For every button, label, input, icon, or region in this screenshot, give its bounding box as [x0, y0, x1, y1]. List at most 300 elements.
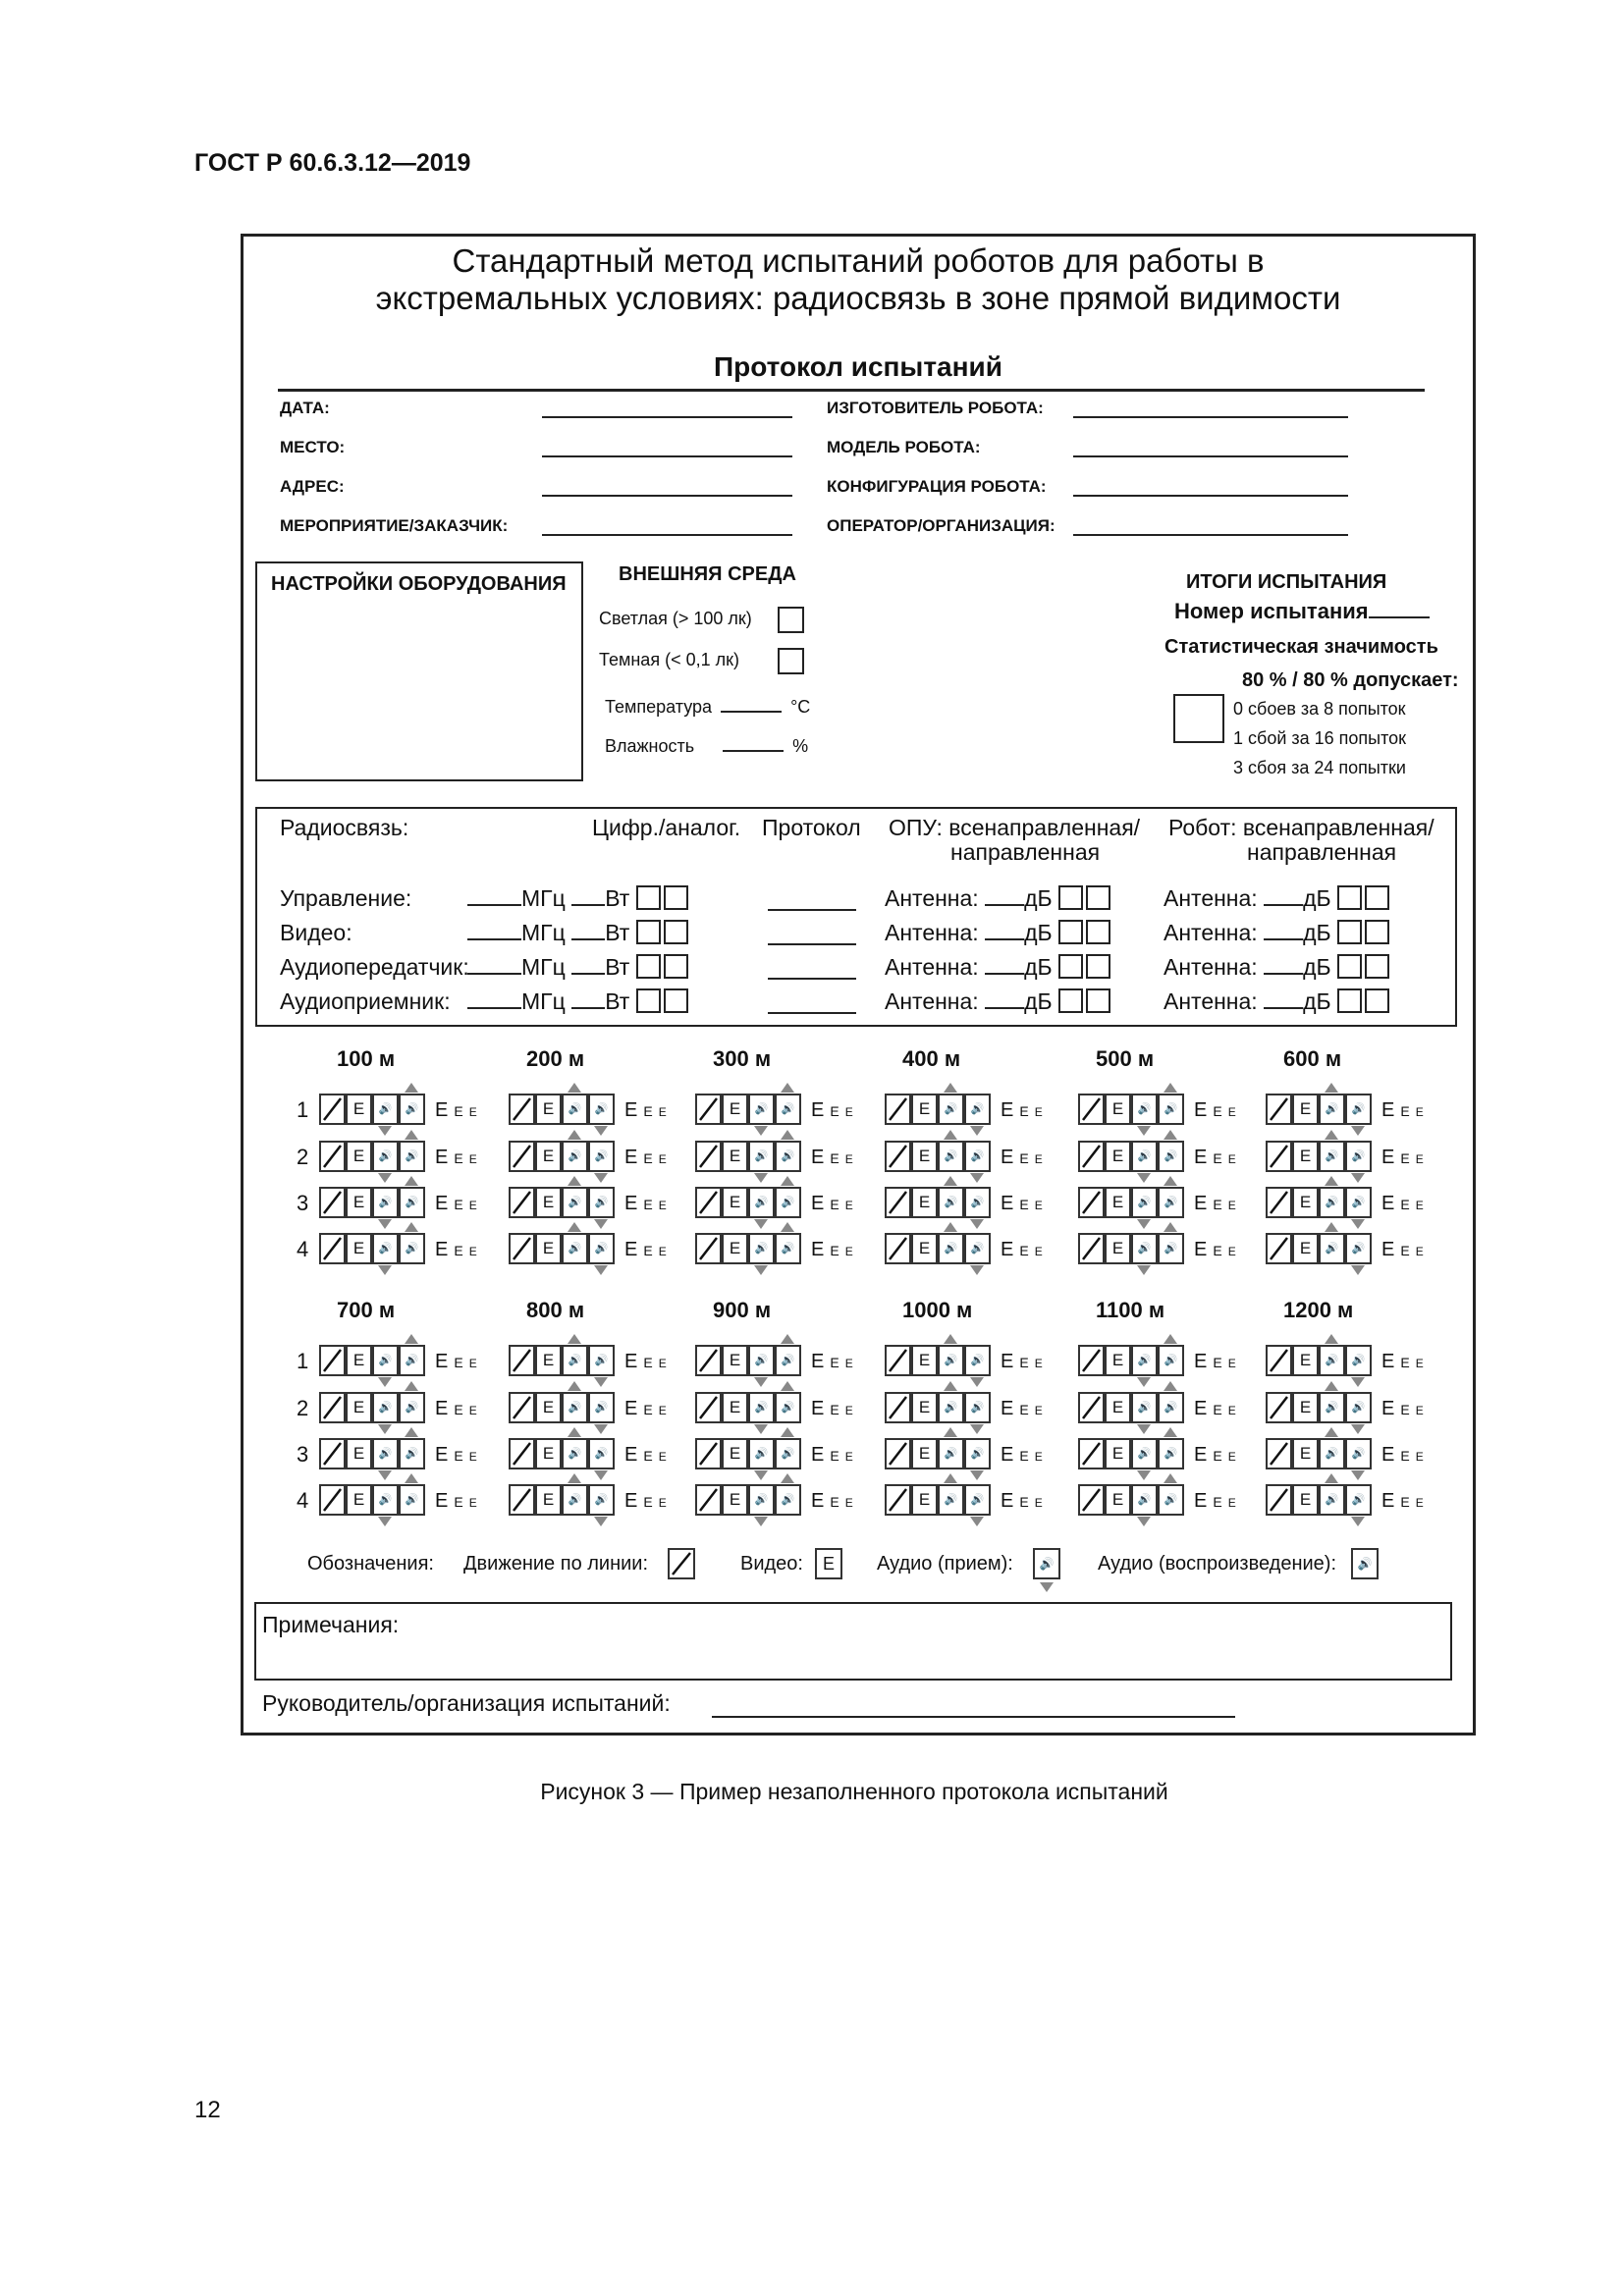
speaker-icon[interactable]: 🔊: [748, 1233, 775, 1264]
speaker-icon[interactable]: 🔊: [964, 1484, 991, 1516]
speaker-icon[interactable]: 🔊: [372, 1094, 399, 1125]
opu-omni-checkbox[interactable]: [1058, 885, 1083, 910]
test-cell[interactable]: [509, 1187, 667, 1218]
video-box[interactable]: E: [1105, 1187, 1131, 1218]
line-movement-box[interactable]: [509, 1484, 535, 1516]
speaker-icon[interactable]: 🔊: [775, 1187, 801, 1218]
line-movement-box[interactable]: [509, 1345, 535, 1376]
speaker-icon[interactable]: 🔊: [1319, 1484, 1345, 1516]
opu-db-blank[interactable]: [985, 989, 1024, 1009]
video-box[interactable]: E: [1105, 1345, 1131, 1376]
video-box[interactable]: E: [1292, 1141, 1319, 1172]
line-movement-box[interactable]: [319, 1233, 346, 1264]
opu-omni-checkbox[interactable]: [1058, 920, 1083, 944]
speaker-icon[interactable]: 🔊: [1158, 1141, 1184, 1172]
video-box[interactable]: E: [1292, 1094, 1319, 1125]
speaker-icon[interactable]: 🔊: [1158, 1187, 1184, 1218]
line-movement-box[interactable]: [319, 1094, 346, 1125]
speaker-icon[interactable]: 🔊: [562, 1233, 588, 1264]
speaker-icon[interactable]: 🔊: [372, 1392, 399, 1423]
speaker-icon[interactable]: 🔊: [588, 1187, 615, 1218]
video-box[interactable]: E: [722, 1187, 748, 1218]
video-box[interactable]: E: [1292, 1345, 1319, 1376]
speaker-icon[interactable]: 🔊: [1319, 1392, 1345, 1423]
test-cell[interactable]: [1078, 1233, 1236, 1264]
line-movement-box[interactable]: [695, 1392, 722, 1423]
freq-blank[interactable]: [467, 989, 521, 1009]
test-cell[interactable]: [1266, 1094, 1424, 1125]
speaker-icon[interactable]: 🔊: [1131, 1392, 1158, 1423]
test-cell[interactable]: [885, 1438, 1043, 1469]
video-box[interactable]: E: [1292, 1392, 1319, 1423]
speaker-icon[interactable]: 🔊: [372, 1233, 399, 1264]
speaker-icon[interactable]: 🔊: [775, 1438, 801, 1469]
speaker-icon[interactable]: 🔊: [1319, 1187, 1345, 1218]
env-light-checkbox[interactable]: [778, 607, 804, 633]
opu-db-blank[interactable]: [985, 886, 1024, 906]
speaker-icon[interactable]: 🔊: [1345, 1345, 1372, 1376]
video-box[interactable]: E: [911, 1141, 938, 1172]
test-cell[interactable]: [1266, 1345, 1424, 1376]
line-movement-box[interactable]: [1266, 1187, 1292, 1218]
speaker-icon[interactable]: 🔊: [775, 1233, 801, 1264]
power-blank[interactable]: [571, 921, 605, 940]
speaker-icon[interactable]: 🔊: [1158, 1438, 1184, 1469]
test-cell[interactable]: [1266, 1187, 1424, 1218]
video-box[interactable]: E: [535, 1094, 562, 1125]
test-cell[interactable]: [1078, 1438, 1236, 1469]
line-movement-box[interactable]: [1266, 1094, 1292, 1125]
speaker-icon[interactable]: 🔊: [775, 1392, 801, 1423]
speaker-icon[interactable]: 🔊: [938, 1094, 964, 1125]
speaker-icon[interactable]: 🔊: [748, 1187, 775, 1218]
speaker-icon[interactable]: 🔊: [775, 1484, 801, 1516]
speaker-icon[interactable]: 🔊: [588, 1094, 615, 1125]
speaker-icon[interactable]: 🔊: [562, 1392, 588, 1423]
power-blank[interactable]: [571, 955, 605, 975]
test-cell[interactable]: [509, 1094, 667, 1125]
protocol-blank[interactable]: [768, 909, 856, 911]
line-movement-box[interactable]: [1266, 1484, 1292, 1516]
speaker-icon[interactable]: 🔊: [1131, 1233, 1158, 1264]
line-movement-box[interactable]: [695, 1094, 722, 1125]
video-box[interactable]: E: [911, 1345, 938, 1376]
power-blank[interactable]: [571, 989, 605, 1009]
test-cell[interactable]: [695, 1094, 853, 1125]
speaker-icon[interactable]: 🔊: [1345, 1094, 1372, 1125]
test-cell[interactable]: [695, 1484, 853, 1516]
speaker-icon[interactable]: 🔊: [562, 1345, 588, 1376]
robot-omni-checkbox[interactable]: [1337, 885, 1362, 910]
speaker-icon[interactable]: 🔊: [775, 1345, 801, 1376]
speaker-icon[interactable]: 🔊: [588, 1141, 615, 1172]
test-cell[interactable]: [1078, 1094, 1236, 1125]
video-box[interactable]: E: [722, 1484, 748, 1516]
speaker-icon[interactable]: 🔊: [1345, 1438, 1372, 1469]
robot-db-blank[interactable]: [1264, 955, 1303, 975]
test-cell[interactable]: [1266, 1392, 1424, 1423]
line-movement-box[interactable]: [1266, 1233, 1292, 1264]
opu-directional-checkbox[interactable]: [1086, 920, 1110, 944]
video-box[interactable]: E: [346, 1233, 372, 1264]
robot-directional-checkbox[interactable]: [1365, 954, 1389, 979]
field-manufacturer-line[interactable]: [1073, 416, 1348, 418]
line-movement-box[interactable]: [509, 1141, 535, 1172]
speaker-icon[interactable]: 🔊: [399, 1094, 425, 1125]
protocol-blank[interactable]: [768, 978, 856, 980]
line-movement-box[interactable]: [695, 1484, 722, 1516]
speaker-icon[interactable]: 🔊: [588, 1438, 615, 1469]
speaker-icon[interactable]: 🔊: [562, 1141, 588, 1172]
video-box[interactable]: E: [722, 1141, 748, 1172]
opu-db-blank[interactable]: [985, 921, 1024, 940]
field-operator-line[interactable]: [1073, 534, 1348, 536]
speaker-icon[interactable]: 🔊: [775, 1094, 801, 1125]
line-movement-box[interactable]: [319, 1141, 346, 1172]
speaker-icon[interactable]: 🔊: [399, 1187, 425, 1218]
test-cell[interactable]: [1266, 1484, 1424, 1516]
speaker-icon[interactable]: 🔊: [588, 1392, 615, 1423]
video-box[interactable]: E: [1105, 1484, 1131, 1516]
speaker-icon[interactable]: 🔊: [1131, 1345, 1158, 1376]
video-box[interactable]: E: [722, 1345, 748, 1376]
video-box[interactable]: E: [722, 1438, 748, 1469]
video-box[interactable]: E: [911, 1094, 938, 1125]
line-movement-box[interactable]: [695, 1233, 722, 1264]
power-blank[interactable]: [571, 886, 605, 906]
robot-db-blank[interactable]: [1264, 921, 1303, 940]
speaker-icon[interactable]: 🔊: [562, 1094, 588, 1125]
line-movement-box[interactable]: [1078, 1141, 1105, 1172]
speaker-icon[interactable]: 🔊: [588, 1484, 615, 1516]
speaker-icon[interactable]: 🔊: [1131, 1094, 1158, 1125]
speaker-icon[interactable]: 🔊: [748, 1392, 775, 1423]
speaker-icon[interactable]: 🔊: [964, 1187, 991, 1218]
video-box[interactable]: E: [346, 1094, 372, 1125]
video-box[interactable]: E: [346, 1392, 372, 1423]
digital-checkbox[interactable]: [636, 885, 661, 910]
video-box[interactable]: E: [535, 1233, 562, 1264]
video-box[interactable]: E: [911, 1233, 938, 1264]
speaker-icon[interactable]: 🔊: [938, 1484, 964, 1516]
test-cell[interactable]: [885, 1345, 1043, 1376]
env-dark-checkbox[interactable]: [778, 648, 804, 674]
video-box[interactable]: E: [1292, 1187, 1319, 1218]
speaker-icon[interactable]: 🔊: [775, 1141, 801, 1172]
video-box[interactable]: E: [346, 1438, 372, 1469]
line-movement-box[interactable]: [1266, 1141, 1292, 1172]
test-cell[interactable]: [1266, 1438, 1424, 1469]
line-movement-box[interactable]: [1266, 1438, 1292, 1469]
field-event-line[interactable]: [542, 534, 792, 536]
test-cell[interactable]: [1078, 1141, 1236, 1172]
test-cell[interactable]: [1078, 1392, 1236, 1423]
test-cell[interactable]: [695, 1141, 853, 1172]
digital-checkbox[interactable]: [636, 920, 661, 944]
speaker-icon[interactable]: 🔊: [964, 1233, 991, 1264]
test-cell[interactable]: [509, 1141, 667, 1172]
line-movement-box[interactable]: [1078, 1345, 1105, 1376]
speaker-icon[interactable]: 🔊: [399, 1392, 425, 1423]
test-cell[interactable]: [1078, 1345, 1236, 1376]
line-movement-box[interactable]: [1266, 1345, 1292, 1376]
robot-omni-checkbox[interactable]: [1337, 920, 1362, 944]
speaker-icon[interactable]: 🔊: [1319, 1141, 1345, 1172]
line-movement-box[interactable]: [885, 1094, 911, 1125]
speaker-icon[interactable]: 🔊: [1158, 1484, 1184, 1516]
line-movement-box[interactable]: [885, 1187, 911, 1218]
line-movement-box[interactable]: [1078, 1438, 1105, 1469]
speaker-icon[interactable]: 🔊: [372, 1187, 399, 1218]
line-movement-box[interactable]: [885, 1438, 911, 1469]
test-cell[interactable]: [319, 1392, 477, 1423]
opu-db-blank[interactable]: [985, 955, 1024, 975]
speaker-icon[interactable]: 🔊: [938, 1233, 964, 1264]
line-movement-box[interactable]: [319, 1438, 346, 1469]
speaker-icon[interactable]: 🔊: [748, 1438, 775, 1469]
video-box[interactable]: E: [1105, 1094, 1131, 1125]
line-movement-box[interactable]: [885, 1141, 911, 1172]
speaker-icon[interactable]: 🔊: [748, 1094, 775, 1125]
line-movement-box[interactable]: [1078, 1094, 1105, 1125]
video-box[interactable]: E: [346, 1345, 372, 1376]
speaker-icon[interactable]: 🔊: [399, 1233, 425, 1264]
speaker-icon[interactable]: 🔊: [1345, 1187, 1372, 1218]
speaker-icon[interactable]: 🔊: [588, 1345, 615, 1376]
speaker-icon[interactable]: 🔊: [964, 1392, 991, 1423]
line-movement-box[interactable]: [319, 1345, 346, 1376]
video-box[interactable]: E: [535, 1484, 562, 1516]
speaker-icon[interactable]: 🔊: [1319, 1233, 1345, 1264]
speaker-icon[interactable]: 🔊: [1345, 1141, 1372, 1172]
speaker-icon[interactable]: 🔊: [399, 1438, 425, 1469]
field-config-line[interactable]: [1073, 495, 1348, 497]
freq-blank[interactable]: [467, 955, 521, 975]
test-cell[interactable]: [319, 1438, 477, 1469]
video-box[interactable]: E: [1105, 1233, 1131, 1264]
notes-box[interactable]: [254, 1602, 1452, 1681]
speaker-icon[interactable]: 🔊: [562, 1438, 588, 1469]
speaker-icon[interactable]: 🔊: [1131, 1141, 1158, 1172]
test-cell[interactable]: [1078, 1484, 1236, 1516]
line-movement-box[interactable]: [695, 1438, 722, 1469]
test-cell[interactable]: [695, 1345, 853, 1376]
speaker-icon[interactable]: 🔊: [1319, 1094, 1345, 1125]
line-movement-box[interactable]: [509, 1438, 535, 1469]
opu-omni-checkbox[interactable]: [1058, 988, 1083, 1013]
video-box[interactable]: E: [911, 1438, 938, 1469]
test-cell[interactable]: [319, 1484, 477, 1516]
line-movement-box[interactable]: [695, 1141, 722, 1172]
robot-directional-checkbox[interactable]: [1365, 920, 1389, 944]
video-box[interactable]: E: [1105, 1392, 1131, 1423]
test-cell[interactable]: [885, 1233, 1043, 1264]
test-cell[interactable]: [509, 1392, 667, 1423]
opu-directional-checkbox[interactable]: [1086, 885, 1110, 910]
speaker-icon[interactable]: 🔊: [588, 1233, 615, 1264]
test-cell[interactable]: [319, 1187, 477, 1218]
video-box[interactable]: E: [911, 1187, 938, 1218]
speaker-icon[interactable]: 🔊: [1158, 1392, 1184, 1423]
video-box[interactable]: E: [722, 1094, 748, 1125]
line-movement-box[interactable]: [509, 1392, 535, 1423]
speaker-icon[interactable]: 🔊: [748, 1141, 775, 1172]
test-cell[interactable]: [509, 1438, 667, 1469]
field-place-line[interactable]: [542, 455, 792, 457]
test-cell[interactable]: [509, 1484, 667, 1516]
test-cell[interactable]: [1266, 1141, 1424, 1172]
video-box[interactable]: E: [1292, 1484, 1319, 1516]
test-cell[interactable]: [695, 1187, 853, 1218]
video-box[interactable]: E: [911, 1392, 938, 1423]
analog-checkbox[interactable]: [664, 885, 688, 910]
speaker-icon[interactable]: 🔊: [938, 1345, 964, 1376]
speaker-icon[interactable]: 🔊: [399, 1345, 425, 1376]
test-cell[interactable]: [319, 1094, 477, 1125]
line-movement-box[interactable]: [319, 1187, 346, 1218]
speaker-icon[interactable]: 🔊: [1319, 1345, 1345, 1376]
line-movement-box[interactable]: [509, 1094, 535, 1125]
video-box[interactable]: E: [1105, 1438, 1131, 1469]
speaker-icon[interactable]: 🔊: [1131, 1438, 1158, 1469]
freq-blank[interactable]: [467, 886, 521, 906]
test-cell[interactable]: [509, 1233, 667, 1264]
protocol-blank[interactable]: [768, 943, 856, 945]
speaker-icon[interactable]: 🔊: [964, 1345, 991, 1376]
speaker-icon[interactable]: 🔊: [938, 1438, 964, 1469]
digital-checkbox[interactable]: [636, 954, 661, 979]
speaker-icon[interactable]: 🔊: [1131, 1187, 1158, 1218]
speaker-icon[interactable]: 🔊: [748, 1345, 775, 1376]
test-cell[interactable]: [885, 1094, 1043, 1125]
speaker-icon[interactable]: 🔊: [1345, 1392, 1372, 1423]
test-cell[interactable]: [885, 1484, 1043, 1516]
speaker-icon[interactable]: 🔊: [964, 1438, 991, 1469]
test-cell[interactable]: [1266, 1233, 1424, 1264]
test-cell[interactable]: [885, 1392, 1043, 1423]
analog-checkbox[interactable]: [664, 954, 688, 979]
test-cell[interactable]: [885, 1187, 1043, 1218]
speaker-icon[interactable]: 🔊: [372, 1438, 399, 1469]
speaker-icon[interactable]: 🔊: [562, 1187, 588, 1218]
video-box[interactable]: E: [346, 1187, 372, 1218]
field-model-line[interactable]: [1073, 455, 1348, 457]
test-cell[interactable]: [509, 1345, 667, 1376]
speaker-icon[interactable]: 🔊: [399, 1141, 425, 1172]
line-movement-box[interactable]: [1266, 1392, 1292, 1423]
test-cell[interactable]: [695, 1438, 853, 1469]
line-movement-box[interactable]: [319, 1392, 346, 1423]
line-movement-box[interactable]: [509, 1187, 535, 1218]
test-cell[interactable]: [319, 1141, 477, 1172]
line-movement-box[interactable]: [885, 1345, 911, 1376]
opu-omni-checkbox[interactable]: [1058, 954, 1083, 979]
analog-checkbox[interactable]: [664, 988, 688, 1013]
speaker-icon[interactable]: 🔊: [372, 1141, 399, 1172]
video-box[interactable]: E: [1105, 1141, 1131, 1172]
speaker-icon[interactable]: 🔊: [964, 1141, 991, 1172]
video-box[interactable]: E: [722, 1392, 748, 1423]
video-box[interactable]: E: [346, 1141, 372, 1172]
robot-directional-checkbox[interactable]: [1365, 988, 1389, 1013]
video-box[interactable]: E: [535, 1438, 562, 1469]
opu-directional-checkbox[interactable]: [1086, 988, 1110, 1013]
line-movement-box[interactable]: [1078, 1233, 1105, 1264]
test-cell[interactable]: [885, 1141, 1043, 1172]
line-movement-box[interactable]: [885, 1392, 911, 1423]
test-cell[interactable]: [1078, 1187, 1236, 1218]
test-cell[interactable]: [695, 1392, 853, 1423]
field-date-line[interactable]: [542, 416, 792, 418]
line-movement-box[interactable]: [319, 1484, 346, 1516]
line-movement-box[interactable]: [1078, 1392, 1105, 1423]
video-box[interactable]: E: [535, 1392, 562, 1423]
line-movement-box[interactable]: [885, 1233, 911, 1264]
speaker-icon[interactable]: 🔊: [1158, 1233, 1184, 1264]
speaker-icon[interactable]: 🔊: [1345, 1233, 1372, 1264]
speaker-icon[interactable]: 🔊: [399, 1484, 425, 1516]
robot-omni-checkbox[interactable]: [1337, 954, 1362, 979]
line-movement-box[interactable]: [1078, 1484, 1105, 1516]
test-cell[interactable]: [319, 1345, 477, 1376]
field-address-line[interactable]: [542, 495, 792, 497]
test-cell[interactable]: [319, 1233, 477, 1264]
line-movement-box[interactable]: [509, 1233, 535, 1264]
supervisor-line[interactable]: [712, 1716, 1235, 1718]
speaker-icon[interactable]: 🔊: [964, 1094, 991, 1125]
video-box[interactable]: E: [1292, 1438, 1319, 1469]
robot-directional-checkbox[interactable]: [1365, 885, 1389, 910]
video-box[interactable]: E: [911, 1484, 938, 1516]
speaker-icon[interactable]: 🔊: [938, 1187, 964, 1218]
line-movement-box[interactable]: [1078, 1187, 1105, 1218]
protocol-blank[interactable]: [768, 1012, 856, 1014]
speaker-icon[interactable]: 🔊: [938, 1392, 964, 1423]
env-temperature-blank[interactable]: [721, 693, 782, 713]
freq-blank[interactable]: [467, 921, 521, 940]
line-movement-box[interactable]: [695, 1345, 722, 1376]
speaker-icon[interactable]: 🔊: [372, 1345, 399, 1376]
analog-checkbox[interactable]: [664, 920, 688, 944]
speaker-icon[interactable]: 🔊: [1158, 1345, 1184, 1376]
speaker-icon[interactable]: 🔊: [372, 1484, 399, 1516]
results-test-number-blank[interactable]: [1369, 599, 1430, 618]
video-box[interactable]: E: [535, 1141, 562, 1172]
opu-directional-checkbox[interactable]: [1086, 954, 1110, 979]
env-humidity-blank[interactable]: [723, 732, 784, 752]
video-box[interactable]: E: [346, 1484, 372, 1516]
video-box[interactable]: E: [535, 1187, 562, 1218]
speaker-icon[interactable]: 🔊: [562, 1484, 588, 1516]
speaker-icon[interactable]: 🔊: [1131, 1484, 1158, 1516]
video-box[interactable]: E: [722, 1233, 748, 1264]
test-cell[interactable]: [695, 1233, 853, 1264]
speaker-icon[interactable]: 🔊: [938, 1141, 964, 1172]
robot-omni-checkbox[interactable]: [1337, 988, 1362, 1013]
line-movement-box[interactable]: [695, 1187, 722, 1218]
speaker-icon[interactable]: 🔊: [1319, 1438, 1345, 1469]
results-checkbox[interactable]: [1173, 694, 1224, 743]
robot-db-blank[interactable]: [1264, 989, 1303, 1009]
video-box[interactable]: E: [535, 1345, 562, 1376]
digital-checkbox[interactable]: [636, 988, 661, 1013]
robot-db-blank[interactable]: [1264, 886, 1303, 906]
speaker-icon[interactable]: 🔊: [748, 1484, 775, 1516]
speaker-icon[interactable]: 🔊: [1158, 1094, 1184, 1125]
line-movement-box[interactable]: [885, 1484, 911, 1516]
speaker-icon[interactable]: 🔊: [1345, 1484, 1372, 1516]
video-box[interactable]: E: [1292, 1233, 1319, 1264]
